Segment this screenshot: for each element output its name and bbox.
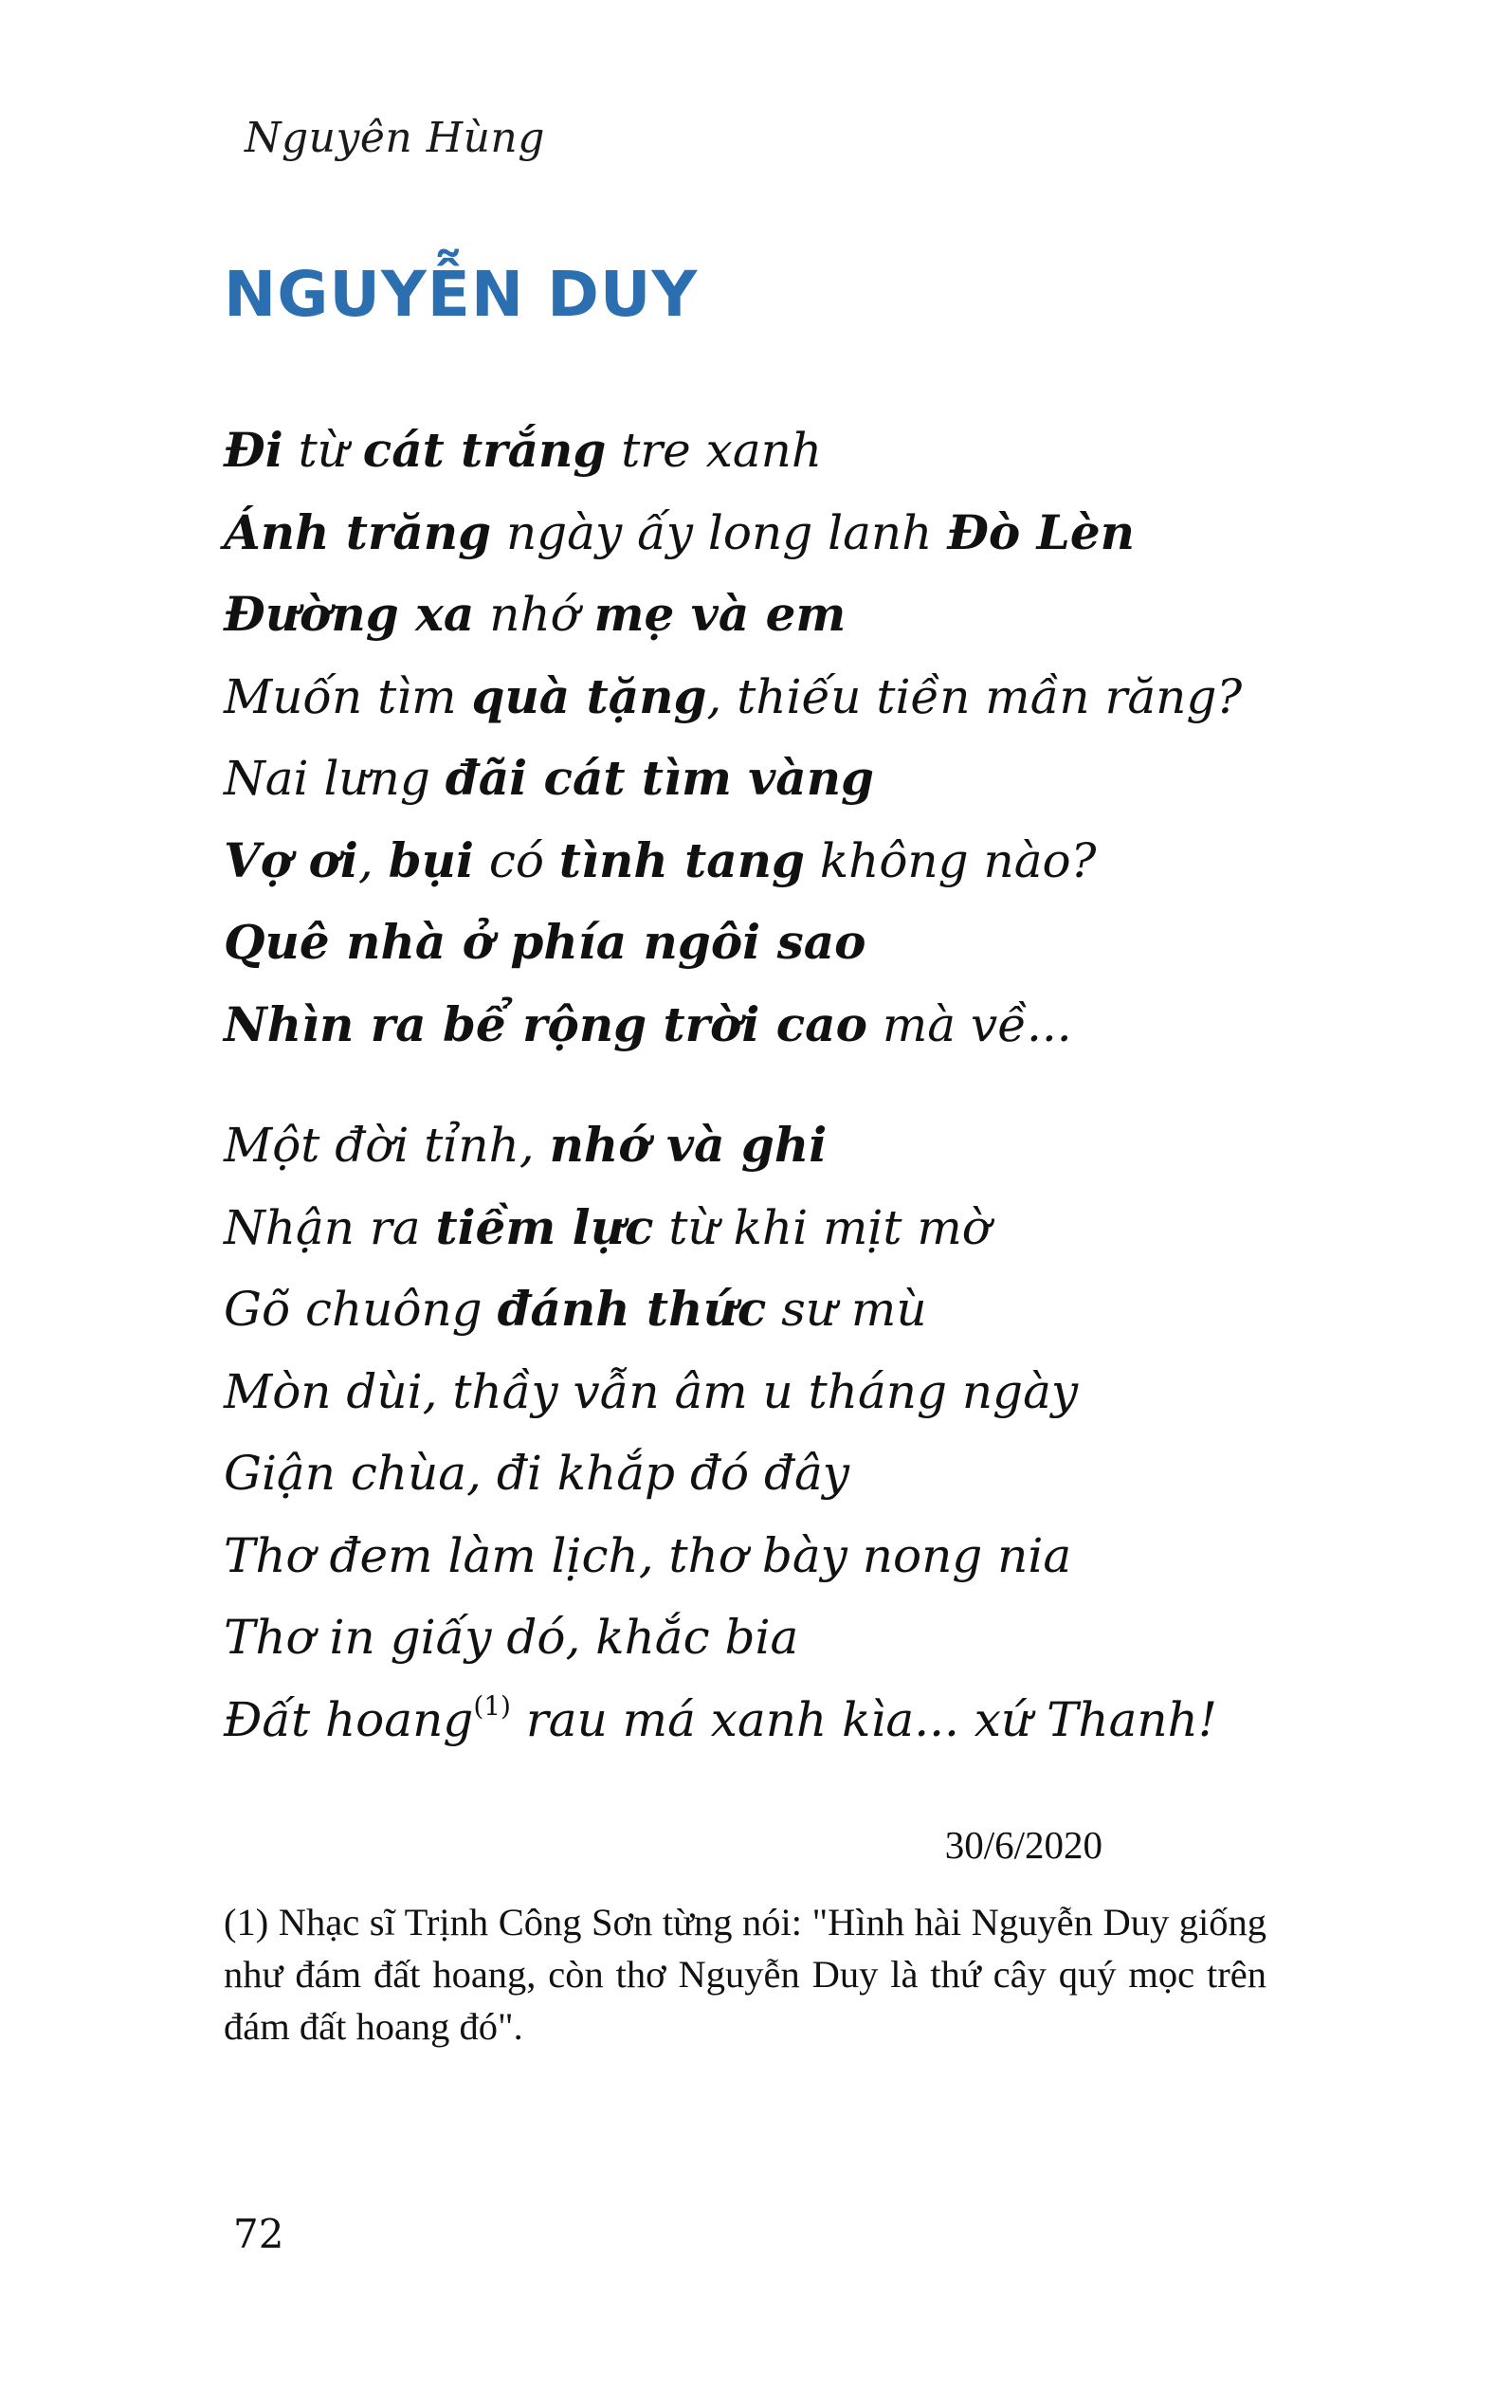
poem-text: từ khi mịt mờ: [653, 1199, 991, 1255]
footnote: (1) Nhạc sĩ Trịnh Công Sơn từng nói: "Hình hài Nguyễn Duy giống như đám đất hoang, còn thơ Nguyễn Duy là thứ cây quý mọc trên đám đất hoang đó".: [224, 1901, 1266, 2048]
poem-emphasis: Đường xa: [224, 586, 475, 642]
poem-emphasis: quà tặng: [471, 667, 707, 724]
poem-line: [224, 492, 1323, 575]
poem-emphasis: Vợ ơi: [224, 831, 358, 888]
poem-text: có: [474, 832, 559, 888]
poem-text: Một đời tỉnh,: [224, 1118, 550, 1173]
poem-line: [224, 1351, 1323, 1433]
poem-emphasis: nhớ và ghi: [549, 1117, 828, 1173]
poem-text: Muốn tìm: [224, 668, 472, 724]
poem-date: 30/6/2020: [944, 1823, 1102, 1867]
poem-emphasis: Đò Lèn: [947, 503, 1135, 560]
poem-text: Nhận ra: [224, 1199, 436, 1255]
page-number: 72: [233, 2211, 284, 2257]
poem-line: [224, 902, 1323, 984]
stanza-1: [224, 410, 1323, 1066]
poem-text: Gõ chuông: [224, 1282, 498, 1337]
poem-text: sư mù: [766, 1282, 927, 1337]
poem-emphasis: mẹ và em: [593, 586, 847, 642]
poem-line: [224, 1268, 1323, 1351]
poem-text: ,: [357, 832, 389, 888]
poem-emphasis: tiềm lực: [435, 1198, 654, 1255]
poem-text: tre xanh: [606, 423, 823, 478]
poem-text: rau má xanh kìa... xứ Thanh!: [510, 1691, 1217, 1747]
poem-line: [224, 656, 1323, 739]
poem-text: từ: [282, 423, 363, 478]
poem-text: Nai lưng: [224, 751, 446, 806]
poem-emphasis: cát trắng: [362, 422, 607, 478]
stanza-2: [224, 1104, 1323, 1760]
poem-text: Thơ in giấy dó, khắc bia: [224, 1610, 799, 1665]
poem-line: [224, 1596, 1323, 1679]
poem-text: mà về...: [866, 996, 1072, 1052]
poem-emphasis: Ánh trăng: [224, 503, 492, 560]
poem-text: Mòn dùi, thầy vẫn âm u tháng ngày: [224, 1363, 1079, 1419]
footnote-marker: (1): [473, 1689, 511, 1722]
poem-text: ngày ấy long lanh: [491, 504, 948, 560]
poem-emphasis: đánh thức: [497, 1281, 767, 1337]
poem-line: [224, 1679, 1323, 1761]
poem-line: [224, 1104, 1323, 1187]
poem-emphasis: Nhìn ra bể rộng trời cao: [224, 995, 867, 1052]
poem-line: [224, 1187, 1323, 1269]
poem-emphasis: Đi: [224, 422, 283, 478]
poem-text: Giận chùa, đi khắp đó đây: [224, 1446, 850, 1501]
poem-text: Đất hoang: [224, 1691, 474, 1747]
poem-line: [224, 820, 1323, 903]
poem-line: [224, 1432, 1323, 1515]
poem-line: [224, 738, 1323, 820]
poem-emphasis: bụi: [388, 831, 475, 888]
poem-text: , thiếu tiền mần răng?: [706, 668, 1243, 724]
poem-text: Thơ đem làm lịch, thơ bày nong nia: [224, 1527, 1072, 1583]
poem-emphasis: Quê nhà ở phía ngôi sao: [224, 914, 866, 970]
poem-line: [224, 574, 1323, 656]
poem-text: không nào?: [804, 832, 1097, 888]
poem-line: [224, 410, 1323, 492]
poem-emphasis: đãi cát tìm vàng: [445, 750, 875, 806]
poem-emphasis: tình tang: [558, 831, 805, 888]
poem-title: NGUYỄN DUY: [224, 258, 699, 331]
poem-line: [224, 1515, 1323, 1597]
poem-line: [224, 984, 1323, 1067]
running-header-author: Nguyên Hùng: [245, 114, 545, 162]
poem-text: nhớ: [474, 587, 594, 642]
